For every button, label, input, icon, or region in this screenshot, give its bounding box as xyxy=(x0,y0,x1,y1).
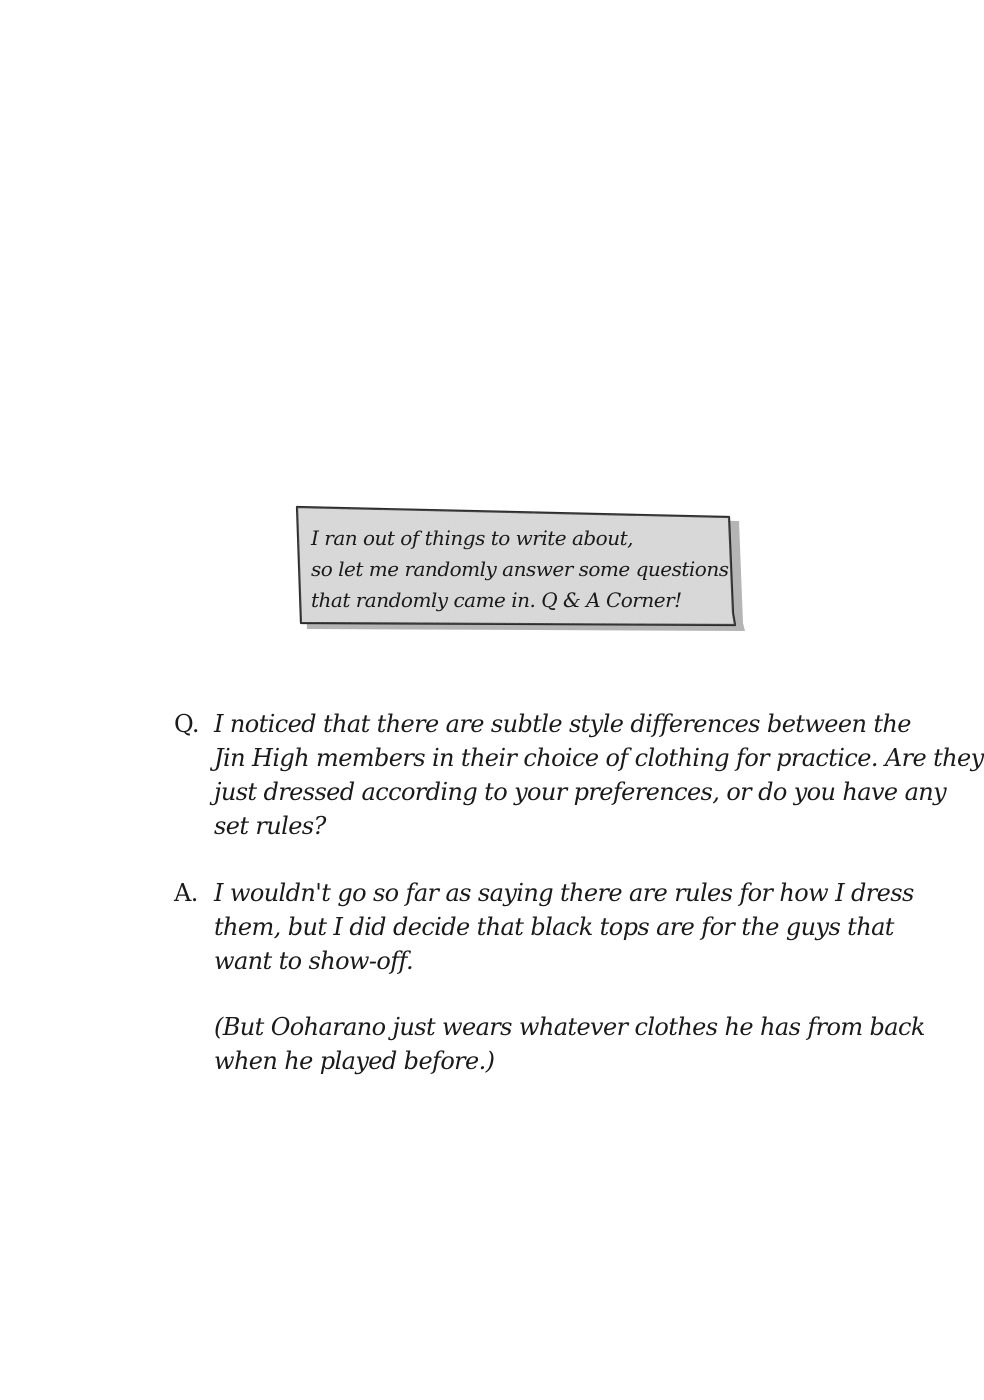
question-line: just dressed according to your preferences, or do you have any xyxy=(214,778,947,806)
answer-line: them, but I did decide that black tops are for the guys that xyxy=(214,913,894,941)
intro-line: that randomly came in. Q & A Corner! xyxy=(311,588,682,612)
answer-note xyxy=(214,1010,925,1078)
answer-note-line: when he played before.) xyxy=(214,1047,495,1075)
question-line: set rules? xyxy=(214,812,326,840)
question-marker: Q. xyxy=(174,710,199,738)
intro-line: I ran out of things to write about, xyxy=(311,526,634,550)
answer-line: I wouldn't go so far as saying there are rules for how I dress xyxy=(214,879,914,907)
answer-note-line: (But Ooharano just wears whatever clothes he has from back xyxy=(214,1013,925,1041)
intro-text xyxy=(311,523,731,616)
answer-marker: A. xyxy=(174,879,198,907)
question-block xyxy=(174,707,984,847)
answer-text xyxy=(214,876,914,978)
answer-block xyxy=(174,876,914,986)
intro-line: so let me randomly answer some questions xyxy=(311,557,729,581)
question-text xyxy=(214,707,984,843)
intro-box xyxy=(293,505,745,633)
question-line: I noticed that there are subtle style differences between the xyxy=(214,710,911,738)
answer-line: want to show-off. xyxy=(214,947,413,975)
question-line: Jin High members in their choice of clothing for practice. Are they xyxy=(214,744,984,772)
